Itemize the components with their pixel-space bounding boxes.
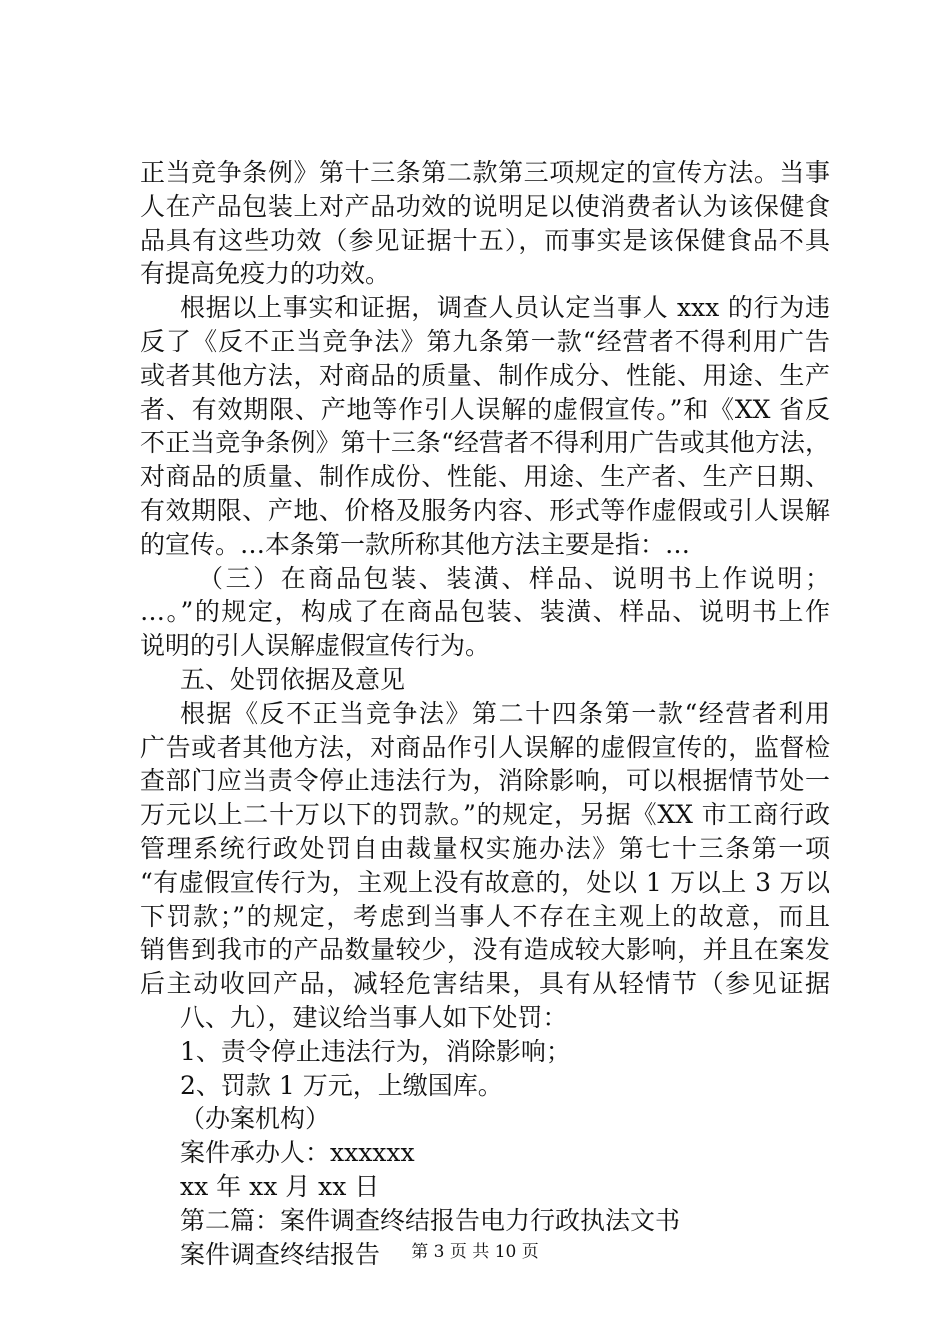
text-line: …。”的规定，构成了在商品包装、装潢、样品、说明书上作 xyxy=(140,597,830,627)
list-item: 1、责令停止违法行为，消除影响； xyxy=(180,1036,571,1066)
text-line: 查部门应当责令停止违法行为，消除影响，可以根据情节处一 xyxy=(140,766,830,796)
text-line: 下罚款；”的规定，考虑到当事人不存在主观上的故意，而且 xyxy=(140,901,830,931)
text-line: （办案机构） xyxy=(180,1104,331,1134)
text-line: 者、有效期限、产地等作引人误解的虚假宣传。”和《XX 省反 xyxy=(140,394,830,424)
text-line: 有效期限、产地、价格及服务内容、形式等作虚假或引人误解 xyxy=(140,495,830,525)
date-line: xx 年 xx 月 xx 日 xyxy=(180,1171,380,1201)
text-line: 对商品的质量、制作成份、性能、用途、生产者、生产日期、 xyxy=(140,462,830,492)
text-line: 不正当竞争条例》第十三条“经营者不得利用广告或其他方法， xyxy=(140,428,830,458)
text-line: 八、九），建议给当事人如下处罚： xyxy=(180,1002,568,1032)
section-heading: 五、处罚依据及意见 xyxy=(180,664,406,694)
text-line: 管理系统行政处罚自由裁量权实施办法》第七十三条第一项 xyxy=(140,833,830,863)
text-line: 根据以上事实和证据，调查人员认定当事人 xxx 的行为违 xyxy=(180,293,830,323)
section-heading: 案件调查终结报告 xyxy=(180,1239,381,1269)
text-line: 正当竞争条例》第十三条第二款第三项规定的宣传方法。当事 xyxy=(140,158,830,187)
text-line: 反了《反不正当竞争法》第九条第一款“经营者不得利用广告 xyxy=(140,326,830,356)
text-line: 后主动收回产品，减轻危害结果，具有从轻情节（参见证据 xyxy=(140,969,830,999)
page-number-footer: 第 3 页 共 10 页 xyxy=(411,1242,539,1262)
text-line: 万元以上二十万以下的罚款。”的规定，另据《XX 市工商行政 xyxy=(140,800,830,830)
text-line: 根据《反不正当竞争法》第二十四条第一款“经营者利用 xyxy=(180,698,830,728)
text-line: 的宣传。…本条第一款所称其他方法主要是指：… xyxy=(140,529,691,559)
text-line: 销售到我市的产品数量较少，没有造成较大影响，并且在案发 xyxy=(140,935,830,965)
text-line: （三）在商品包装、装潢、样品、说明书上作说明； xyxy=(198,563,830,593)
text-line: 品具有这些功效（参见证据十五），而事实是该保健食品不具 xyxy=(140,225,830,255)
text-line: 有提高免疫力的功效。 xyxy=(140,259,391,289)
text-line: 人在产品包装上对产品功效的说明足以使消费者认为该保健食 xyxy=(140,191,830,221)
text-line: 说明的引人误解虚假宣传行为。 xyxy=(140,631,491,661)
text-line: 案件承办人：xxxxxx xyxy=(180,1138,415,1168)
text-line: 广告或者其他方法，对商品作引人误解的虚假宣传的，监督检 xyxy=(140,732,830,762)
text-line: “有虚假宣传行为，主观上没有故意的，处以 1 万以上 3 万以 xyxy=(140,867,830,897)
text-line: 或者其他方法，对商品的质量、制作成分、性能、用途、生产 xyxy=(140,360,830,390)
document-body xyxy=(140,156,830,1271)
list-item: 2、罚款 1 万元，上缴国库。 xyxy=(180,1070,503,1100)
section-heading: 第二篇：案件调查终结报告电力行政执法文书 xyxy=(180,1205,681,1235)
